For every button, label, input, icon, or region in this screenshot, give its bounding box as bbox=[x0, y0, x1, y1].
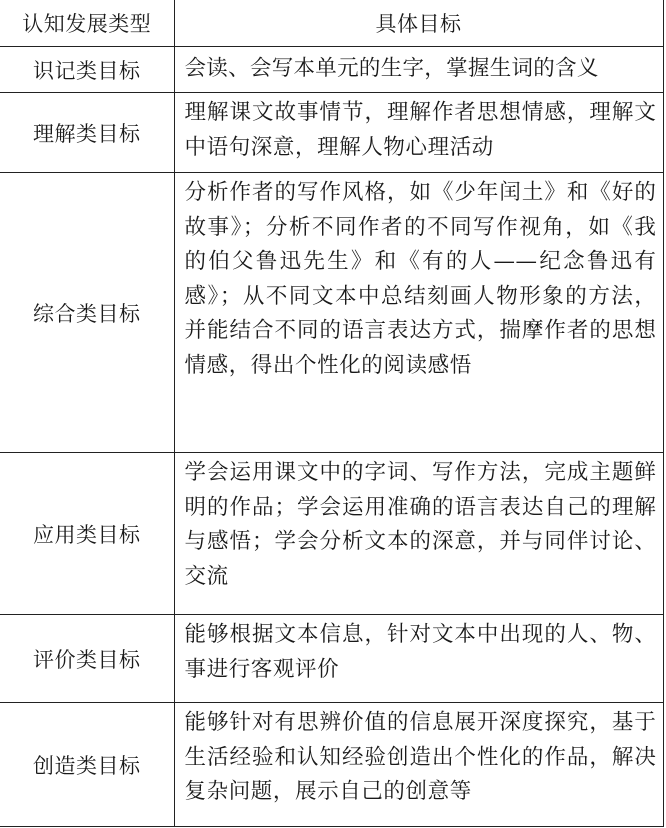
table-row bbox=[0, 703, 663, 827]
row-goal-comprehension: 理解课文故事情节，理解作者思想情感，理解文中语句深意，理解人物心理活动 bbox=[174, 93, 663, 173]
table-row bbox=[0, 453, 663, 615]
table-row bbox=[0, 47, 663, 93]
row-type-application: 应用类目标 bbox=[0, 453, 174, 615]
row-goal-synthesis: 分析作者的写作风格，如《少年闰土》和《好的故事》；分析不同作者的不同写作视角，如《我的伯父鲁迅先生》和《有的人——纪念鲁迅有感》；从不同文本中总结刻画人物形象的方法，并能结合不同的语言表达方式，揣摩作者的思想情感，得出个性化的阅读感悟 bbox=[174, 173, 663, 453]
table-header-row bbox=[0, 0, 663, 47]
row-goal-application: 学会运用课文中的字词、写作方法，完成主题鲜明的作品；学会运用准确的语言表达自己的理解与感悟；学会分析文本的深意，并与同伴讨论、交流 bbox=[174, 453, 663, 615]
row-type-synthesis: 综合类目标 bbox=[0, 173, 174, 453]
table-row bbox=[0, 615, 663, 703]
row-goal-evaluation: 能够根据文本信息，针对文本中出现的人、物、事进行客观评价 bbox=[174, 615, 663, 703]
row-type-evaluation: 评价类目标 bbox=[0, 615, 174, 703]
row-goal-creation: 能够针对有思辨价值的信息展开深度探究，基于生活经验和认知经验创造出个性化的作品，解决复杂问题，展示自己的创意等 bbox=[174, 703, 663, 827]
table-row bbox=[0, 93, 663, 173]
row-type-comprehension: 理解类目标 bbox=[0, 93, 174, 173]
row-goal-memorization: 会读、会写本单元的生字，掌握生词的含义 bbox=[174, 47, 663, 93]
table-row bbox=[0, 173, 663, 453]
row-type-memorization: 识记类目标 bbox=[0, 47, 174, 93]
row-type-creation: 创造类目标 bbox=[0, 703, 174, 827]
header-cognitive-type: 认知发展类型 bbox=[0, 0, 174, 47]
header-specific-goal: 具体目标 bbox=[174, 0, 663, 47]
